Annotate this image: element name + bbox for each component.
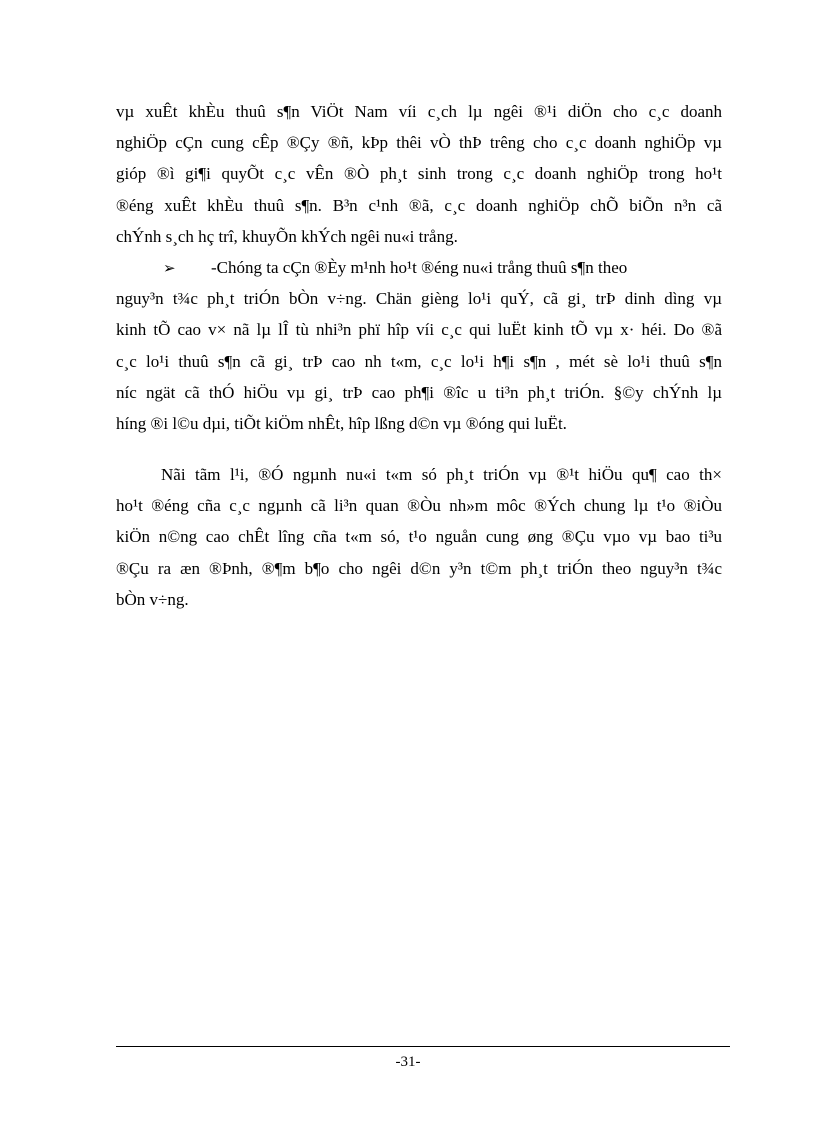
bullet-line: [116, 252, 722, 283]
text-line: Nãi tãm l¹i, ®Ó ngµnh nu«i t«m só ph¸t triÓn vµ ®¹t hiÖu qu¶ cao th×: [161, 465, 722, 485]
paragraph-2: [116, 252, 722, 439]
paragraph-1: [116, 96, 722, 252]
text-line: ho¹t ®éng cña c¸c ngµnh cã li³n quan ®Òu nh»m môc ®Ých chung lµ t¹o ®iÒu: [116, 496, 722, 516]
text-line: nghiÖp cÇn cung cÊp ®Çy ®ñ, kÞp thêi vÒ thÞ trêng cho c¸c doanh nghiÖp vµ: [116, 133, 722, 153]
text-line: níc ngät cã thÓ hiÖu vµ gi¸ trÞ cao ph¶i ®îc u ti³n ph¸t triÓn. §©y chÝnh lµ: [116, 382, 722, 402]
text-line: ®éng xuÊt khÈu thuû s¶n. B³n c¹nh ®ã, c¸c doanh nghiÖp chÕ biÕn n³n cã: [116, 195, 722, 215]
paragraph-3: [116, 459, 722, 615]
document-body: [116, 96, 722, 615]
text-line: bÒn v÷ng.: [116, 589, 189, 609]
text-line: chÝnh s¸ch hç trî, khuyÕn khÝch ngêi nu«i trång.: [116, 226, 458, 246]
text-line: c¸c lo¹i thuû s¶n cã gi¸ trÞ cao nh t«m, c¸c lo¹i h¶i s¶n , mét sè lo¹i thuû s¶n: [116, 351, 722, 371]
text-line: gióp ®ì gi¶i quyÕt c¸c vÊn ®Ò ph¸t sinh trong c¸c doanh nghiÖp trong ho¹t: [116, 164, 722, 184]
paragraph-spacer: [116, 439, 722, 459]
page-number: -31-: [395, 1054, 421, 1070]
text-line: ®Çu ra æn ®Þnh, ®¶m b¶o cho ngêi d©n y³n t©m ph¸t triÓn theo nguy³n t¾c: [116, 558, 722, 578]
text-line: kiÖn n©ng cao chÊt lîng cña t«m só, t¹o nguån cung øng ®Çu vµo vµ bao ti³u: [116, 527, 722, 547]
text-line: kinh tÕ cao v× nã lµ lÎ tù nhi³n phï hîp víi c¸c qui luËt kinh tÕ vµ x· héi. Do ®ã: [116, 320, 722, 340]
text-line: vµ xuÊt khÈu thuû s¶n ViÖt Nam víi c¸ch lµ ngêi ®¹i diÖn cho c¸c doanh: [116, 102, 722, 121]
footer-divider: [116, 1046, 730, 1047]
text-line: -Chóng ta cÇn ®Èy m¹nh ho¹t ®éng nu«i trång thuû s¶n theo: [211, 257, 628, 277]
text-line: nguy³n t¾c ph¸t triÓn bÒn v÷ng. Chän gièng lo¹i quÝ, cã gi¸ trÞ dinh dìng vµ: [116, 289, 722, 309]
text-line: híng ®i l©u dµi, tiÕt kiÖm nhÊt, hîp lßng d©n vµ ®óng qui luËt.: [116, 413, 567, 433]
arrow-bullet-icon: ➢: [163, 260, 176, 277]
